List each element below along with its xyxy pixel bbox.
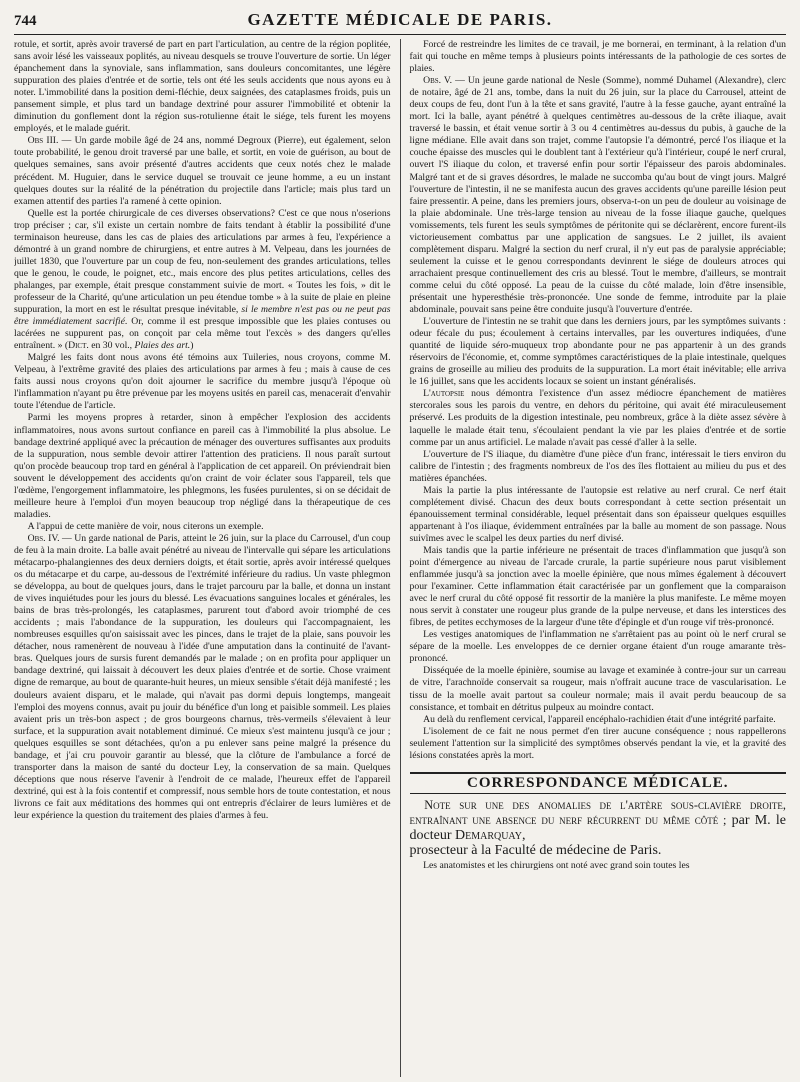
paragraph: L'isolement de ce fait ne nous permet d'en tirer aucune conséquence ; nous rappellerons seulement l'attention sur la simplicité des symptômes observés pendant la vie, et la gravité des lésions constatées après la mort. — [409, 725, 786, 761]
paragraph: Au delà du renflement cervical, l'appareil encéphalo-rachidien était d'une intégrité parfaite. — [423, 713, 776, 725]
right-column — [401, 39, 787, 1077]
citation-ref: Dict. — [68, 340, 89, 352]
observation-text: — Un garde mobile âgé de 24 ans, nommé Degroux (Pierre), eut également, selon toute probabilité, le genou droit traversé par une balle, et sortit, en voie de guérison, au bout de quelques semaines, sans avoir présenté d'autres accidents que ceux notés chez le malade précédent. M. Huguier, dans le service duquel se trouvait ce jeune homme, a eu un instant quelques doutes sur la réalité de la pénétration du projectile dans l'article; mais plus tard un examen attentif des parties l'a ramené à cette opinion. — [14, 135, 391, 207]
observation-4 — [14, 533, 391, 822]
observation-label: Obs III. — [27, 135, 59, 147]
paragraph: Mais tandis que la partie inférieure ne présentait de traces d'inflammation que jusqu'à son point d'émergence au niveau de l'arcade crurale, la partie supérieure nous parut visiblement enflammée jusqu'à sa jonction avec la moelle épinière, que nous mîmes également à découvert pour l'examiner. Cette inflammation était caractérisée par un gonflement que la comparaison avec le nerf crural du côté opposé fit ressortir de la manière la plus manifeste. Le même moyen nous servit à constater une rougeur plus grande de la pulpe nerveuse, et dans les interstices des fibres, de petites ecchymoses de la largeur d'une tête d'épingle et d'un rouge vif très-prononcé. — [409, 544, 786, 629]
observation-text: — Un jeune garde national de Nesle (Somme), nommé Duhamel (Alexandre), clerc de notaire, âgé de 21 ans, tombe, dans la nuit du 26 juin, sur la place du Carrousel, atteint de deux coups de feu, dont l'un à la tête et sans gravité, l'autre à la fesse gauche, ayant entraîné la mort. Ici la balle, ayant pénétré à quelques centimètres au-dessous de la crête iliaque, avait traversé le bassin, et était venue sortir à 3 ou 4 centimètres au-dessus du pubis, à gauche de la ligne médiane. Elle avait dans son trajet, comme l'autopsie l'a démontré, percé l'os iliaque et la couche épaisse des muscles qui le doublent tant à l'extérieur qu'à l'intérieur, coupé le nerf crural, ouvert l'S iliaque du colon, et traversé enfin pour sortir l'épaisseur des parois abdominales. Malgré tant et de si graves désordres, le malade ne succomba qu'au bout de vingt jours. Malgré l'ouverture de l'intestin, il ne se manifesta aucun des graves accidents qu'une pareille lésion peut faire pressentir. A peine, dans les premiers jours, observa-t-on un peu de douleur au voisinage de la plaie abdominale. Une très-large tension au niveau de la fosse iliaque gauche, quelques vomissements, tels furent les seuls symptômes de péritonite qui se déclarèrent, encore furent-ils victorieusement combattus par une application de sangsues. Le 2 juillet, ils avaient complètement disparu. Malgré la section du nerf crural, il n'y eut pas de paralysie appréciable; seulement la cuisse et le genou correspondants devinrent le siége de douleurs atroces qui arrachaient presque continuellement des cris au blessé. Tout le membre, d'ailleurs, se montrait comme celui du côté opposé. La peau de la cuisse du côté malade, loin d'être insensible, présentait une hyperesthésie très-prononcée. Une sonde de femme, introduite par la plaie abdominale, pouvait sans peine être conduite jusqu'à l'ouverture d'entrée. — [409, 75, 786, 316]
article-title-text: Note sur une des anomalies de l'artère sous-clavière droite, entraînant une absence du nerf récurrent du même côté ; — [409, 797, 786, 827]
text-run: Quelle est la portée chirurgicale de ces diverses observations? C'est ce que nous n'oserions trop préciser ; car, s'il existe un certain nombre de faits tendant à établir la possibilité d'une terminaison heureuse, dans les cas de plaies des articulations par armes à feu, l'expérience a démontré à un grand nombre de chirurgiens, et entre autres à M. Velpeau, dans les journées de juillet 1830, que l'ouverture par un coup de feu, non-seulement des grandes articulations, telles que le genou, le coude, le poignet, etc., mais encore des plus petites articulations, celles des phalanges, par exemple, était presque constamment suivie de mort. « Toutes les fois, » dit le professeur de la Charité, qu'une articulation un peu étendue tombe » à la suite de plaie en pleine suppuration, la mort en est le résultat presque inévitable, — [14, 207, 391, 316]
italic-run: si le membre n'est pas ou ne peut pas être immédiatement sacrifié — [14, 304, 391, 328]
autopsy-paragraph — [410, 388, 787, 448]
paragraph: Mais la partie la plus intéressante de l'autopsie est relative au nerf crural. Ce nerf était complétement divisé. Chacun des deux bouts correspondant à cette section présentait un épanouissement terminal considérable, lequel présentait dans son épaisseur quelques esquilles appartenant à l'os iliaque, évidemment entraînées par la balle au moment de son passage. Nous suivîmes avec le scalpel les deux parties du nerf divisé. — [409, 484, 786, 544]
paragraph-quote — [14, 208, 391, 353]
author-affiliation: prosecteur à la Faculté de médecine de Paris. — [409, 842, 662, 858]
header-rule — [14, 34, 786, 35]
paragraph: L'ouverture de l'S iliaque, du diamètre d'une pièce d'un franc, intéressait le tiers environ du calibre de l'intestin ; des fragments nombreux de l'os des îles flottaient au milieu du pus et des matières épanchées. — [409, 448, 786, 484]
paragraph: Forcé de restreindre les limites de ce travail, je me bornerai, en terminant, à la relation d'un fait qui touche en même temps à plusieurs points intéressants de la pathologie de ces sortes de plaies. — [409, 39, 786, 75]
paragraph: Disséquée de la moelle épinière, soumise au lavage et examinée à contre-jour sur un carreau de vitre, l'arachnoïde conservait sa rougeur, mais n'offrait aucune trace de vascularisation. Le tissu de la moelle avait partout sa couleur normale; mais il avait perdu beaucoup de sa consistance, et tombait en détritus pulpeux au moindre contact. — [409, 665, 786, 713]
author-name: Demarquay, — [454, 827, 526, 843]
observation-label: Obs. V. — [423, 75, 453, 87]
journal-title: GAZETTE MÉDICALE DE PARIS. — [247, 10, 553, 29]
article-opening: Les anatomistes et les chirurgiens ont noté avec grand soin toutes les — [423, 859, 690, 871]
paragraph: Malgré les faits dont nous avons été témoins aux Tuileries, nous croyons, comme M. Velpeau, à l'extrême gravité des plaies des articulations par armes à feu ; mais à cause de ces faits aussi nous croyons qu'on doit ajourner le sacrifice du membre jusqu'à l'époque où l'inflammation n'ayant pu être prévenue par les moyens usités en pareil cas, menacerait d'envahir toute l'étendue de l'article. — [14, 352, 391, 412]
autopsy-text: nous démontra l'existence d'un assez médiocre épanchement de matières stercorales sous les parois du ventre, en dehors du péritoine, qui avait été miraculeusement préservé. Les produits de la digestion intestinale, peu nombreux, grâce à la diète assez sévère à laquelle le malade était tenu, s'écoulaient pendant la vie par les plaies d'entrée et de sortie comme par un anus artificiel. Le malade n'avait pas cessé d'aller à la selle. — [409, 388, 786, 448]
italic-run: Plaies des art. — [134, 340, 191, 352]
paragraph: A l'appui de cette manière de voir, nous citerons un exemple. — [27, 520, 264, 532]
text-run: ) — [190, 340, 194, 352]
text-run: . Or, comme il est presque impossible que les plaies contuses ou lacérées ne suppurent pas, on conçoit par cela même tout l'excès » des dangers qu'elles entraînent. » ( — [14, 316, 391, 352]
section-title: CORRESPONDANCE MÉDICALE. — [466, 774, 729, 791]
observation-label: Obs. IV. — [27, 532, 60, 544]
article-title — [410, 798, 787, 858]
observation-text: — Un garde national de Paris, atteint le 26 juin, sur la place du Carrousel, d'un coup de feu à la main droite. La balle avait pénétré au niveau de l'intervalle qui sépare les articulations métacarpo-phalangiennes des deux derniers doigts, et était sortie, après avoir intéressé quelques os du métacarpe et du carpe, au-dessous de l'extrémité inférieure du radius. Un vaste phlegmon se développa, au bout de quelques jours, dans le trajet parcouru par la balle, et donna un instant de vives inquiétudes pour les jours du blessé. Les évacuations sanguines locales et générales, les bains de bras très-prolongés, les cataplasmes, parurent tout d'abord avoir triomphé de ces accidents ; mais l'abondance de la suppuration, les douleurs qui l'accompagnaient, les nombreuses esquilles qu'on saisissait avec les pinces, dans le trajet de la plaie, sans pouvoir les détacher, nous ramenèrent de nouveau à l'idée d'une amputation dans la continuité de l'avant-bras. Quelques jours de sursis furent demandés par le malade ; on en profita pour appliquer un bandage dextriné, qui laissait à découvert les deux plaies d'entrée et de sortie. Chose vraiment digne de remarque, au bout de quarante-huit heures, un mieux sensible s'était déjà manifesté ; les douleurs avaient disparu, et le malade, qui n'avait pas dormi depuis longtemps, mangeait l'emploi des moyens connus, avait pu jouir du bénéfice d'un long et paisible sommeil. Les plaies avaient pris un très-bon aspect ; de gros bourgeons charnus, très-vermeils s'élevaient à leur surface, et la suppuration avait notablement diminué. Ce mieux s'est maintenu jusqu'à ce jour ; quelques esquilles se sont détachées, qu'on a pu enlever sans peine malgré la présence du bandage, et j'ai cru pouvoir garantir au blessé, que la clôture de l'ambulance a forcé de transporter dans la maison de santé du docteur Ley, la conservation de sa main. Quelques déceptions que nous réserve l'avenir à l'endroit de ce malade, l'heureux effet de l'appareil dextriné, qui est à la fois contentif et compressif, nous semble hors de toute contestation, et nous livrons ce fait aux méditations des hommes qui ont entrepris d'éclairer de leurs lumières et de leur expérience la question du traitement des plaies d'armes à feu. — [14, 532, 391, 821]
observation-3 — [14, 135, 391, 207]
paragraph: L'ouverture de l'intestin ne se trahit que dans les derniers jours, par les symptômes suivants : odeur fécale du pus; écoulement à certains intervalles, par les ouvertures indiquées, d'une quantité de liquide séro-muqueux trop abondante pour ne pas appartenir à un des grands réservoirs de l'économie, et, comme symptômes caractéristiques de la plaie intestinale, quelques grains de groseille au milieu des produits de la suppuration. La mort était inévitable; elle arriva le 16 juillet, sans que les accidents locaux se soient un instant généralisés. — [409, 316, 786, 388]
text-run: en 30 vol., — [88, 340, 135, 352]
paragraph: Les vestiges anatomiques de l'inflammation ne s'arrêtaient pas au point où le nerf crural se sépare de la moelle. Les enveloppes de ce dernier organe étaient d'un rouge amarante très-prononcé. — [409, 629, 786, 665]
running-head — [14, 10, 786, 32]
paragraph: rotule, et sortit, après avoir traversé de part en part l'articulation, au centre de la région poplitée, sans avoir lésé les vaisseaux poplités, au niveau desquels se trouve l'ouverture de sortie. Un léger épanchement dans la synoviale, sans inflammation, sans douleurs concomitantes, une légère suppuration des plaies d'entrée et de sortie, tels ont été les seuls accidents que nous ayons eu à noter. L'immobilité dans la position demi-fléchie, deux saignées, des cataplasmes froids, puis un pansement simple, et plus tard un bandage dextriné pour assurer l'immobilité et obtenir la diminution du gonflement dont la région sus-rotulienne était le siége, tels furent les moyens employés, et le malade guérit. — [14, 39, 391, 135]
paragraph: Parmi les moyens propres à retarder, sinon à empêcher l'explosion des accidents inflammatoires, nous avons surtout confiance en pareil cas à l'immobilité la plus absolue. Le bandage dextriné appliqué avec la précaution de ménager des ouvertures suffisantes aux produits de la suppuration, nous semble devoir attirer l'attention des praticiens. Il nous paraît surtout qu'on procède beaucoup trop tard en général à l'application de cet appareil. On préviendrait bien souvent le développement des accidents qu'on craint de voir éclater sous l'appareil, tels que l'œdème, l'engorgement inflammatoire, les phlegmons, les fusées purulentes, si on se décidait de meilleure heure à l'emploi d'un moyen beaucoup trop négligé dans la thérapeutique de ces maladies. — [14, 412, 391, 520]
observation-5 — [410, 75, 787, 316]
author-prefix: par M. le docteur — [409, 812, 786, 843]
two-column-body — [14, 39, 786, 1077]
autopsy-label: L'autopsie — [423, 388, 465, 400]
section-heading-box — [410, 772, 787, 794]
page-number: 744 — [14, 13, 37, 29]
left-column — [14, 39, 401, 1077]
